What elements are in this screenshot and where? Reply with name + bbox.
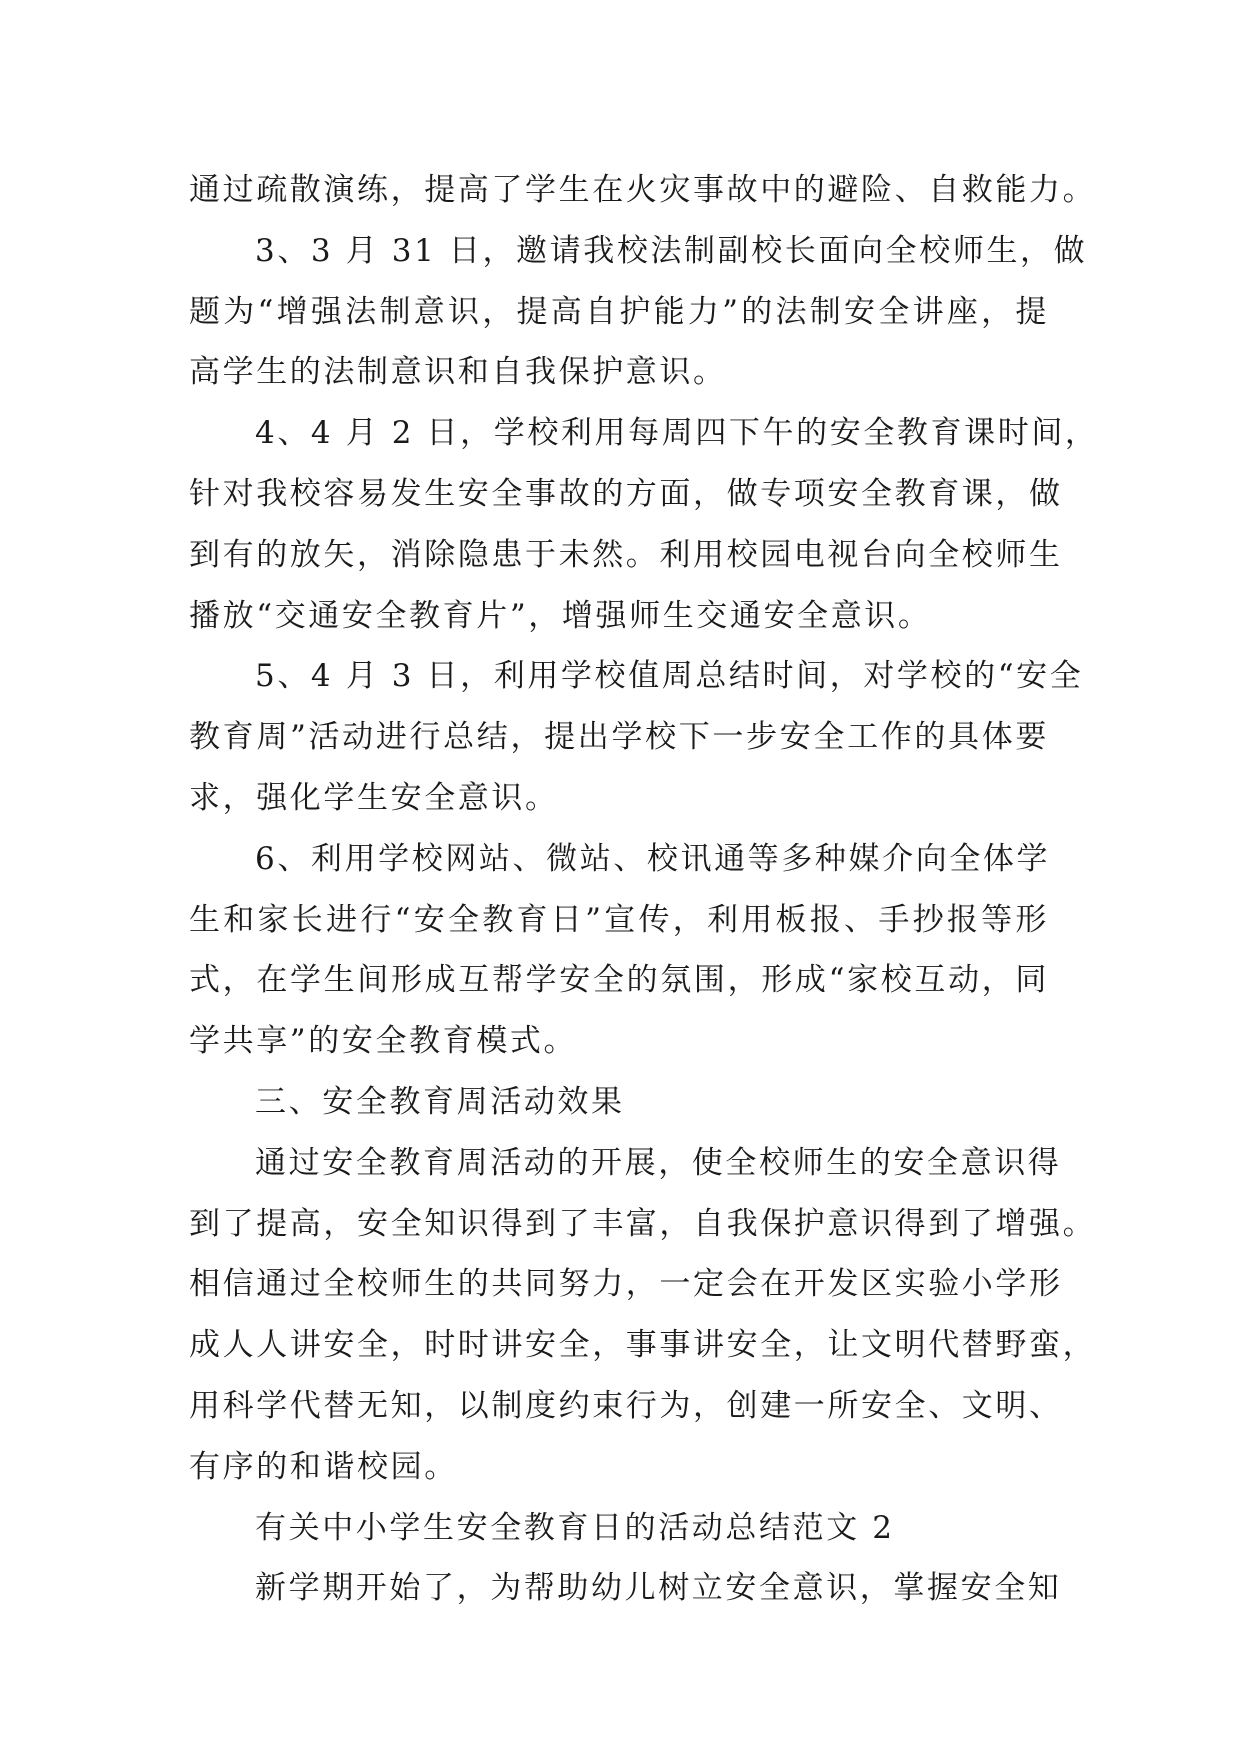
paragraph-start-line: 通过安全教育周活动的开展，使全校师生的安全意识得 <box>255 1144 1062 1181</box>
text-line: 生和家长进行“安全教育日”宣传，利用板报、手抄报等形 <box>189 901 1049 938</box>
text-line: 播放“交通安全教育片”，增强师生交通安全意识。 <box>189 597 932 634</box>
text-line: 有序的和谐校园。 <box>189 1448 458 1485</box>
text-line: 高学生的法制意识和自我保护意识。 <box>189 354 727 391</box>
paragraph-start-line: 有关中小学生安全教育日的活动总结范文 2 <box>255 1509 895 1546</box>
paragraph-start-line: 新学期开始了，为帮助幼儿树立安全意识，掌握安全知 <box>255 1570 1062 1607</box>
text-line: 通过疏散演练，提高了学生在火灾事故中的避险、自救能力。 <box>189 172 1097 208</box>
text-line: 相信通过全校师生的共同努力，一定会在开发区实验小学形 <box>189 1266 1063 1303</box>
document-body <box>189 160 1099 1619</box>
paragraph-start-line: 三、安全教育周活动效果 <box>255 1083 625 1120</box>
text-line: 到了提高，安全知识得到了丰富，自我保护意识得到了增强。 <box>189 1205 1097 1242</box>
text-line: 用科学代替无知，以制度约束行为，创建一所安全、文明、 <box>189 1387 1063 1424</box>
paragraph-start-line: 3、3 月 31 日，邀请我校法制副校长面向全校师生，做 <box>255 232 1088 269</box>
text-line: 式，在学生间形成互帮学安全的氛围，形成“家校互动，同 <box>189 962 1049 999</box>
text-line: 成人人讲安全，时时讲安全，事事讲安全，让文明代替野蛮， <box>189 1327 1097 1364</box>
text-line: 教育周”活动进行总结，提出学校下一步安全工作的具体要 <box>189 719 1049 756</box>
text-line: 题为“增强法制意识，提高自护能力”的法制安全讲座，提 <box>189 293 1049 330</box>
paragraph-start-line: 5、4 月 3 日，利用学校值周总结时间，对学校的“安全 <box>255 658 1084 695</box>
text-line: 针对我校容易发生安全事故的方面，做专项安全教育课，做 <box>189 475 1063 512</box>
paragraph-start-line: 4、4 月 2 日，学校利用每周四下午的安全教育课时间， <box>255 415 1099 452</box>
paragraph-start-line: 6、利用学校网站、微站、校讯通等多种媒介向全体学 <box>255 840 1051 877</box>
text-line: 求，强化学生安全意识。 <box>189 779 559 816</box>
text-line: 到有的放矢，消除隐患于未然。利用校园电视台向全校师生 <box>189 536 1063 573</box>
text-line: 学共享”的安全教育模式。 <box>189 1023 578 1060</box>
